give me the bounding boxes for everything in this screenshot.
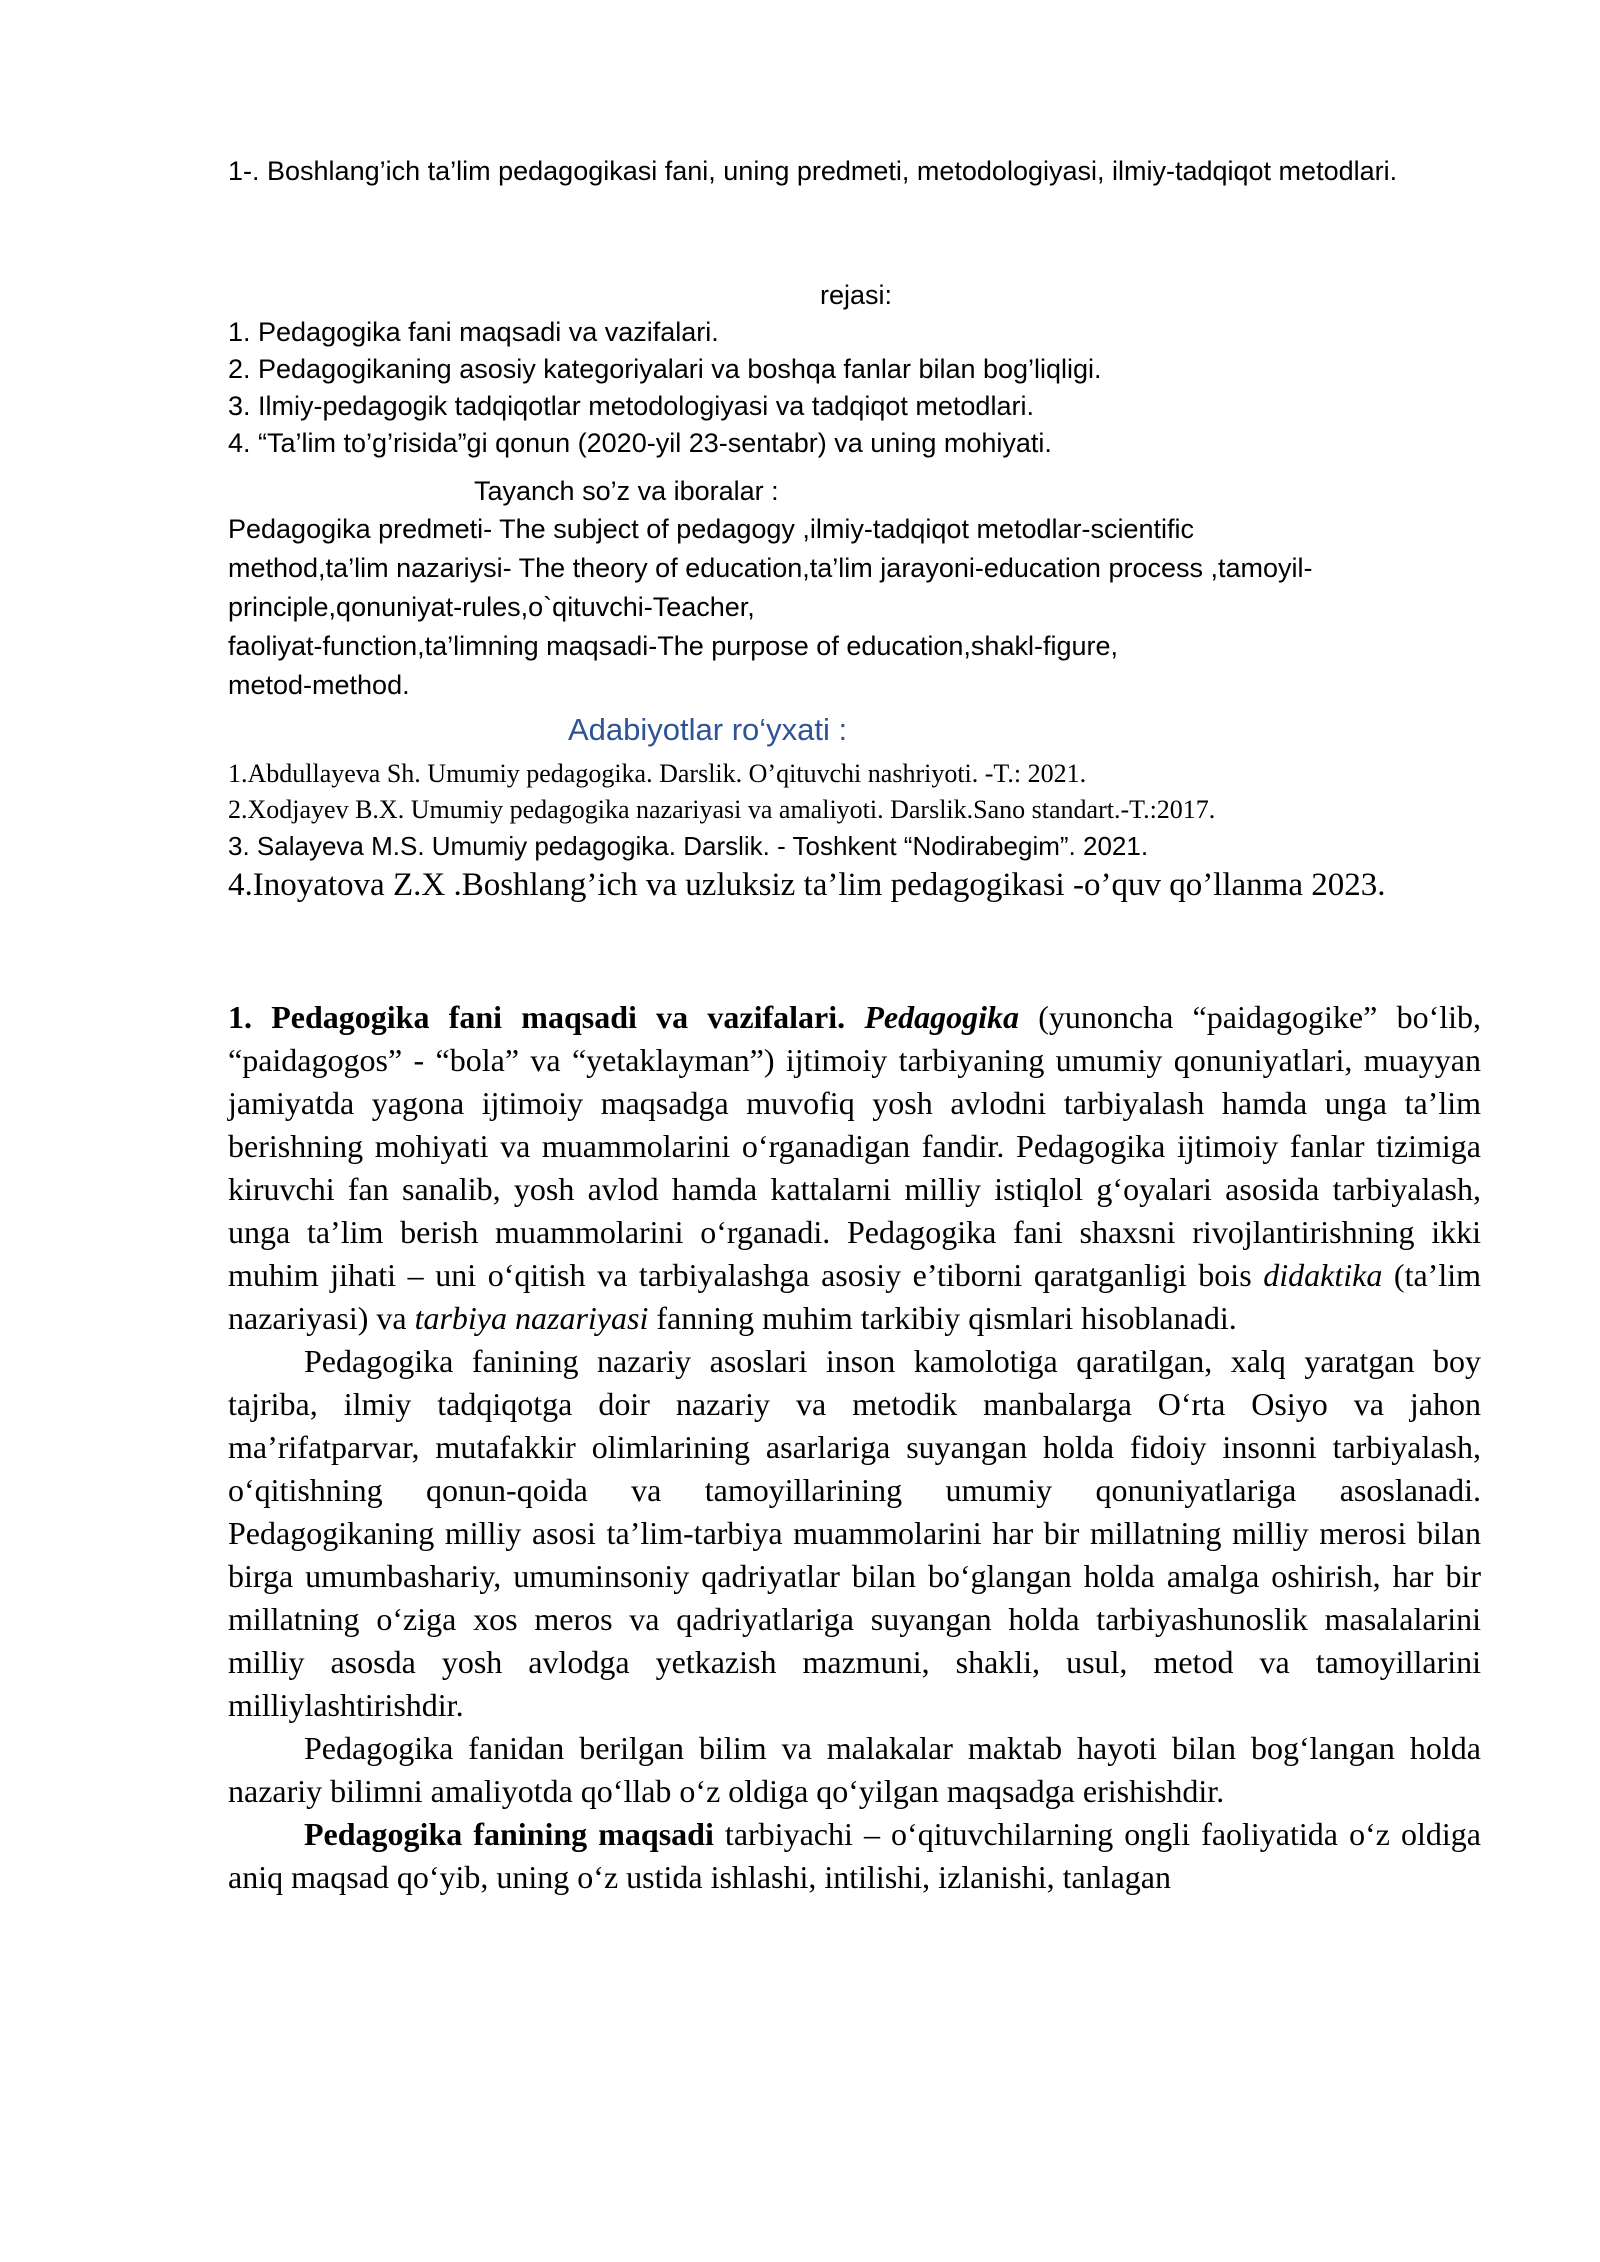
keywords-line: faoliyat-function,ta’limning maqsadi-The purpose of education,shakl-figure, (228, 631, 1118, 661)
keywords-heading: Tayanch so’z va iboralar : (474, 476, 779, 506)
section-1-paragraph-4: Pedagogika fanining maqsadi tarbiyachi – o‘qituvchilarning ongli faoliyatida o‘z oldiga aniq maqsad qo‘yib, uning o‘z ustida ishlashi, intilishi, izlanishi, tanlagan (228, 1816, 1482, 1895)
section-1-heading: 1. Pedagogika fani maqsadi va vazifalari. (228, 999, 846, 1035)
keywords-line: metod-method. (228, 670, 410, 700)
section-1-paragraph-2: Pedagogika fanining nazariy asoslari inson kamolotiga qaratilgan, xalq yaratgan boy tajriba, ilmiy tadqiqotga doir nazariy va metodik manbalarga O‘rta Osiyo va jahon ma’rifatparvar, mutafakkir olimlarining asarlariga suyangan holda fidoiy insonni tarbiyalash, o‘qitishning qonun-qoida va tamoyillarining umumiy qonuniyatlariga asoslanadi. Pedagogikaning milliy asosi ta’lim-tarbiya muammolarini har bir millatning milliy merosi bilan birga umumbashariy, umuminsoniy qadriyatlar bilan bo‘glangan holda amalga oshirish, har bir millatning o‘ziga xos meros va qadriyatlariga suyangan holda tarbiyashunoslik masalalarini milliy asosda yosh avlodga yetkazish mazmuni, shakli, usul, metod va tamoyillarini milliylashtirishdir. (228, 1343, 1481, 1723)
section-1-paragraph-3: Pedagogika fanidan berilgan bilim va malakalar maktab hayoti bilan bog‘langan holda nazariy bilimni amaliyotda qo‘llab o‘z oldiga qo‘yilgan maqsadga erishishdir. (228, 1730, 1481, 1809)
keywords-text (228, 510, 1488, 705)
plan-item: 2. Pedagogikaning asosiy kategoriyalari va boshqa fanlar bilan bog’liqligi. (228, 354, 1102, 384)
section-1-body (228, 996, 1481, 1899)
term-didaktika: didaktika (1263, 1257, 1383, 1293)
reference-item: 4.Inoyatova Z.X .Boshlang’ich va uzluksiz ta’lim pedagogikasi -o’quv qo’llanma 2023. (228, 867, 1386, 903)
section-1-paragraph-1: 1. Pedagogika fani maqsadi va vazifalari. Pedagogika (yunoncha “paidagogike” bo‘lib, “paidagogos” - “bola” va “yetaklayman”) ijtimoiy tarbiyaning umumiy qonuniyatlari, muayyan jamiyatda yagona ijtimoiy maqsadga muvofiq yosh avlodni tarbiyalash hamda unga ta’lim berishning mohiyati va muammolarini o‘rganadigan fandir. Pedagogika ijtimoiy fanlar tizimiga kiruvchi fan sanalib, yosh avlod hamda kattalarni milliy istiqlol g‘oyalari asosida tarbiyalash, unga ta’lim berish muammolarini o‘rganadi. Pedagogika fani shaxsni rivojlantirishning ikki muhim jihati – uni o‘qitish va tarbiyalashga asosiy e’tiborni qaratganligi bois didaktika (ta’lim nazariyasi) va tarbiya nazariyasi fanning muhim tarkibiy qismlari hisoblanadi. (228, 999, 1482, 1336)
goal-term: Pedagogika fanining maqsadi (304, 1816, 714, 1852)
keywords-line: principle,qonuniyat-rules,o`qituvchi-Teacher, (228, 592, 755, 622)
reference-item: 2.Xodjayev B.X. Umumiy pedagogika nazariyasi va amaliyoti. Darslik.Sano standart.-T.:2017. (228, 795, 1216, 824)
plan-item: 3. Ilmiy-pedagogik tadqiqotlar metodologiyasi va tadqiqot metodlari. (228, 391, 1034, 421)
plan-heading: rejasi: (820, 280, 893, 310)
references-list (228, 756, 1498, 907)
references-heading: Adabiyotlar ro‘yxati : (568, 712, 848, 747)
lecture-title: 1-. Boshlang’ich ta’lim pedagogikasi fani, uning predmeti, metodologiyasi, ilmiy-tadqiqot metodlari. (228, 156, 1398, 186)
plan-item: 1. Pedagogika fani maqsadi va vazifalari. (228, 317, 719, 347)
plan-list (228, 314, 1473, 462)
reference-item: 1.Abdullayeva Sh. Umumiy pedagogika. Darslik. O’qituvchi nashriyoti. -T.: 2021. (228, 759, 1087, 788)
term-pedagogika: Pedagogika (864, 999, 1019, 1035)
keywords-line: method,ta’lim nazariysi- The theory of education,ta’lim jarayoni-education process ,tamoyil- (228, 553, 1313, 583)
plan-item: 4. “Ta’lim to’g’risida”gi qonun (2020-yil 23-sentabr) va uning mohiyati. (228, 428, 1052, 458)
keywords-line: Pedagogika predmeti- The subject of pedagogy ,ilmiy-tadqiqot metodlar-scientific (228, 514, 1195, 544)
term-tarbiya-nazariyasi: tarbiya nazariyasi (414, 1300, 649, 1336)
reference-item: 3. Salayeva M.S. Umumiy pedagogika. Darslik. - Toshkent “Nodirabegim”. 2021. (228, 831, 1149, 861)
